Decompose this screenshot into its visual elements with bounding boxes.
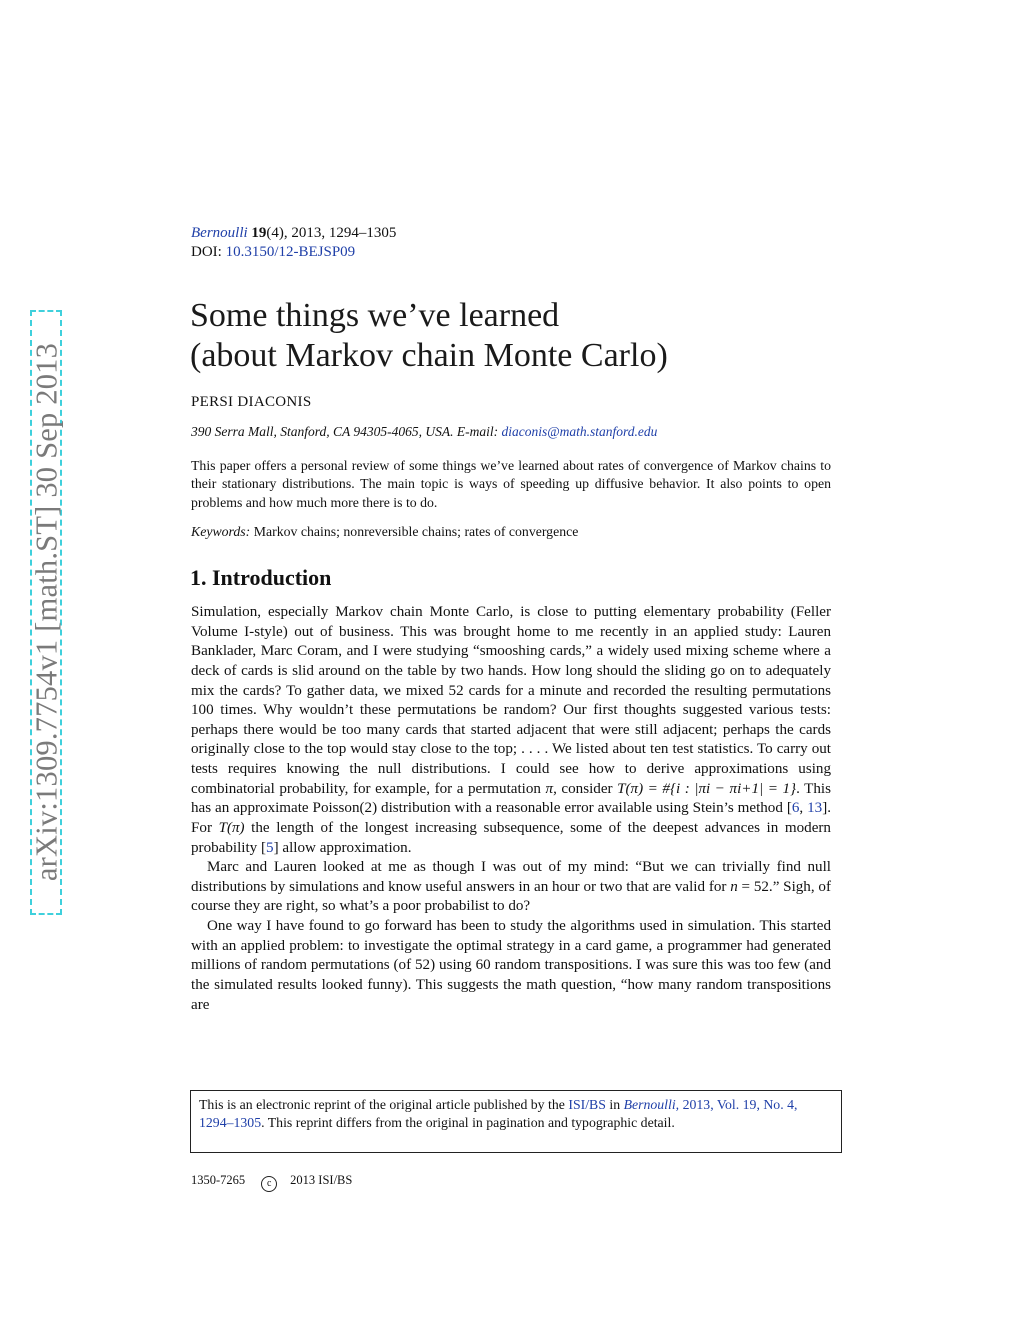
doi-line [191,243,355,261]
citation-sep: , [799,800,808,817]
doi-link[interactable]: 10.3150/12-BEJSP09 [225,244,356,260]
reprint-text-b: . This reprint differs from the original in pagination and typographic detail. [261,1115,675,1131]
isibs-link[interactable]: ISI/BS [568,1097,606,1112]
p1-text-consider: , consider [553,780,613,797]
keywords [191,523,578,541]
p1-text-a: Simulation, especially Markov chain Monte Carlo, is close to putting elementary probability (Feller Volume I-style) out of business. This was brought home to me recently in an applied study: Lauren Banklader, Marc Coram, and I were studying “smooshing cards,” a widely used mixing scheme where a deck of cards is slid around on the table by two hands. How long should the sliding go on to adequately mix the cards? To gather data, we mixed 52 cards for a minute and recorded the resulting permutations 100 times. Why wouldn’t these permutations be random? Our first thoughts suggested various tests: perhaps there would be too many cards that started adjacent that were still adjacent; perhaps the cards originally close to the top would stay close to the top; . . . . We listed about ten test statistics. To carry out tests requires knowing the null distributions. I could see how to derive approximations using combinatorial probability, for example, for a permutation [191,604,831,797]
p1-text-e: ] allow approximation. [273,839,412,856]
keywords-list: Markov chains; nonreversible chains; rates of convergence [253,524,579,539]
affiliation-address: 390 Serra Mall, Stanford, CA 94305-4065, USA. E-mail: [191,424,499,439]
introduction-body [191,603,831,1015]
journal-name-link[interactable]: Bernoulli [191,225,248,241]
title-line-2: (about Markov chain Monte Carlo) [190,337,668,374]
reprint-journal-link[interactable]: Bernoulli, [623,1097,680,1112]
journal-volume: 19 [251,225,267,241]
paragraph-3: One way I have found to go forward has been to study the algorithms used in simulation. This started with an applied problem: to investigate the optimal strategy in a card game, a programmer had generated millions of random permutations (of 52) using 60 random transpositions. I was sure this was too few (and the simulated results looked funny). This suggests the math question, “how many random transpositions are [191,918,831,1013]
paragraph-1 [191,603,831,858]
p1-text-d: the length of the longest increasing subsequence, some of the deepest advances in modern probability [ [191,819,831,856]
paper-title [190,296,668,376]
reprint-text-a: This is an electronic reprint of the original article published by the [199,1097,565,1112]
copyright-icon: c [261,1176,277,1192]
p1-text-b: . This has an approximate Poisson(2) distribution with a reasonable error available using Stein’s method [ [191,780,831,817]
reprint-notice-box [190,1090,842,1153]
abstract: This paper offers a personal review of some things we’ve learned about rates of convergence of Markov chains to their stationary distributions. The main topic is ways of speeding up diffusive behavior. It also points to open problems and how much more there is to do. [191,458,831,510]
author-name: PERSI DIACONIS [191,394,312,410]
citation-link-13[interactable]: 13 [807,800,823,817]
keywords-label: Keywords: [191,524,251,539]
issn: 1350-7265 [191,1173,246,1187]
p2-text-a: Marc and Lauren looked at me as though I was out of my mind: “But we can trivially find null distributions by simulations and know useful answers in an hour or two that are valid for [191,859,831,895]
p1-text-c: ]. For [191,800,832,836]
paragraph-2 [191,858,831,917]
p2-text-b: = 52.” Sigh, of course they are right, so what’s a poor probabilist to do? [191,878,831,915]
reprint-text-in: in [609,1097,621,1112]
arxiv-stamp[interactable]: arXiv:1309.7754v1 [math.ST] 30 Sep 2013 [29,342,64,882]
journal-citation [191,224,396,242]
footer [191,1173,352,1192]
doi-label: DOI: [191,244,222,260]
math-n: n [730,878,738,895]
author-affiliation [191,424,657,440]
math-formula-T: T(π) = #{i : |πi − πi+1| = 1} [617,780,797,797]
email-link[interactable]: diaconis@math.stanford.edu [501,424,658,439]
journal-issue-pages: (4), 2013, 1294–1305 [266,225,397,241]
citation-link-5[interactable]: 5 [266,839,274,856]
math-T-pi: T(π) [218,819,245,836]
citation-link-6[interactable]: 6 [791,800,800,817]
section-heading-introduction: 1. Introduction [190,565,332,590]
math-pi: π [545,780,554,797]
copyright-holder: 2013 ISI/BS [290,1173,353,1187]
title-line-1: Some things we’ve learned [190,297,560,334]
reprint-citation-link[interactable]: 2013, Vol. 19, No. 4, 1294–1305 [199,1097,798,1131]
